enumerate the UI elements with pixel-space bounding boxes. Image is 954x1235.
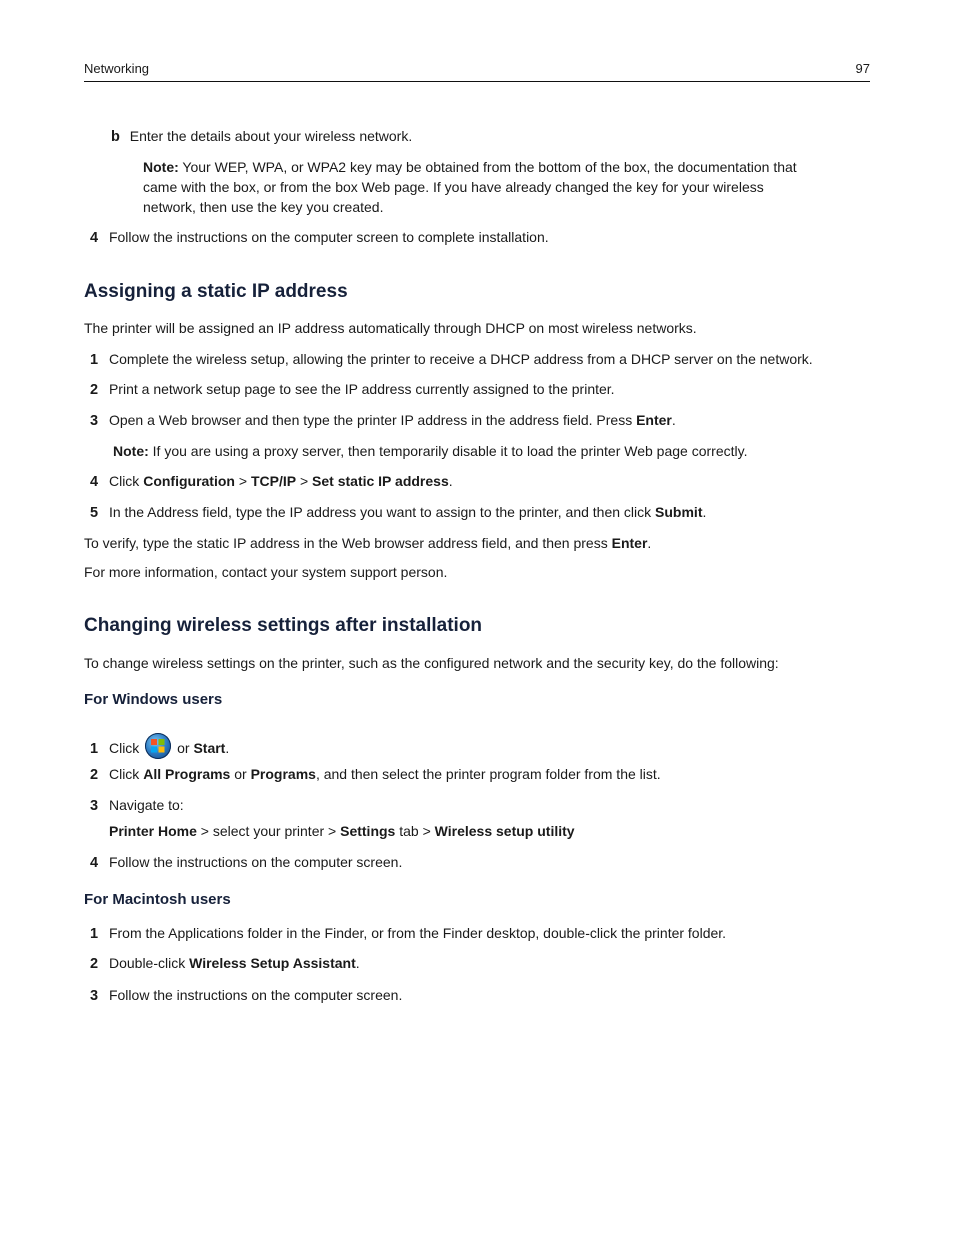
page-number: 97 [855,61,870,76]
mac-step-3 [90,985,402,1006]
app-wireless-setup-assistant: Wireless Setup Assistant [189,955,356,971]
change-wireless-intro: To change wireless settings on the printer, such as the configured network and the security key, do the following: [84,655,779,671]
step-4-install [90,227,549,248]
windows-step-2: 2 Click All Programs or Programs, and then select the printer program folder from the list. [90,766,661,783]
subheading-macintosh: For Macintosh users [84,891,231,908]
step-text: Navigate to: [108,797,184,813]
step-text: Follow the instructions on the computer screen to complete installation. [108,229,549,245]
menu-configuration: Configuration [143,473,235,489]
step-b [111,126,412,147]
static-ip-step-1 [90,349,813,370]
step-number: 1 [90,926,99,942]
step-text: Complete the wireless setup, allowing the printer to receive a DHCP address from a DHCP server on the network. [108,351,813,367]
key-enter: Enter [636,412,672,428]
mac-step-2: 2 Double-click Wireless Setup Assistant. [90,955,360,972]
step-number: 3 [90,988,99,1004]
step-text: Follow the instructions on the computer screen. [108,987,403,1003]
note-line-3: network, then use the key you created. [143,199,384,215]
menu-set-static-ip: Set static IP address [312,473,449,489]
step-text: Follow the instructions on the computer screen. [108,854,403,870]
button-submit-ref: Submit [655,504,703,520]
section-heading-change-wireless: Changing wireless settings after installation [84,615,483,636]
path-printer-home: Printer Home [109,823,197,839]
windows-step-4 [90,852,402,873]
static-ip-step-4: 4 Click Configuration > TCP/IP > Set static IP address. [90,473,453,490]
subheading-windows: For Windows users [84,691,223,708]
step-number: 4 [90,474,99,490]
static-ip-step-5: 5 In the Address field, type the IP address you want to assign to the printer, and then click Submit. [90,504,707,521]
path-settings: Settings [340,823,396,839]
windows-navigation-path: Printer Home > select your printer > Settings tab > Wireless setup utility [109,823,575,839]
step-text: From the Applications folder in the Finder, or from the Finder desktop, double-click the printer folder. [108,925,727,941]
menu-all-programs: All Programs [143,766,231,782]
note-label: Note: [113,443,149,459]
header-rule [84,81,870,82]
step-number: 5 [90,505,99,521]
step-number: 2 [90,956,99,972]
menu-tcp-ip: TCP/IP [250,473,297,489]
static-ip-intro: The printer will be assigned an IP address automatically through DHCP on most wireless networks. [84,320,697,336]
step-number: 4 [90,855,99,871]
step-text: Print a network setup page to see the IP address currently assigned to the printer. [108,381,615,397]
static-ip-step-2 [90,379,615,400]
running-header-section: Networking [84,61,150,76]
start-label: Start [193,740,226,756]
step-number: 2 [90,767,99,783]
note-text: Your WEP, WPA, or WPA2 key may be obtained from the bottom of the box, the documentation that [182,159,797,175]
step-number: 3 [90,798,99,814]
step-text: Enter the details about your wireless network. [129,128,413,144]
static-ip-note [113,441,747,461]
mac-step-1 [90,923,726,944]
key-enter: Enter [611,535,648,551]
windows-step-1: 1 Click or Start. [90,733,229,759]
menu-programs: Programs [250,766,316,782]
step-text: Open a Web browser and then type the printer IP address in the address field. Press [108,412,637,428]
windows-flag-icon [151,739,165,753]
static-ip-verify: To verify, type the static IP address in the Web browser address field, and then press Enter. [84,535,652,551]
note-text: If you are using a proxy server, then temporarily disable it to load the printer Web page correctly. [152,443,748,459]
path-wireless-setup-utility: Wireless setup utility [434,823,575,839]
note-line-1 [143,157,797,177]
static-ip-more-info: For more information, contact your system support person. [84,564,448,580]
windows-step-3 [90,795,184,816]
section-heading-static-ip: Assigning a static IP address [84,281,348,302]
step-number: 3 [90,413,99,429]
step-number: 1 [90,741,99,757]
note-label: Note: [143,159,179,175]
step-number: 4 [90,230,99,246]
windows-start-orb-icon [145,733,171,759]
step-number: 1 [90,352,99,368]
step-number: 2 [90,382,99,398]
step-letter: b [111,129,120,145]
static-ip-step-3: 3 Open a Web browser and then type the printer IP address in the address field. Press Enter. [90,412,676,429]
note-line-2: came with the box, or from the box Web page. If you have already changed the key for your wireless [143,179,764,195]
